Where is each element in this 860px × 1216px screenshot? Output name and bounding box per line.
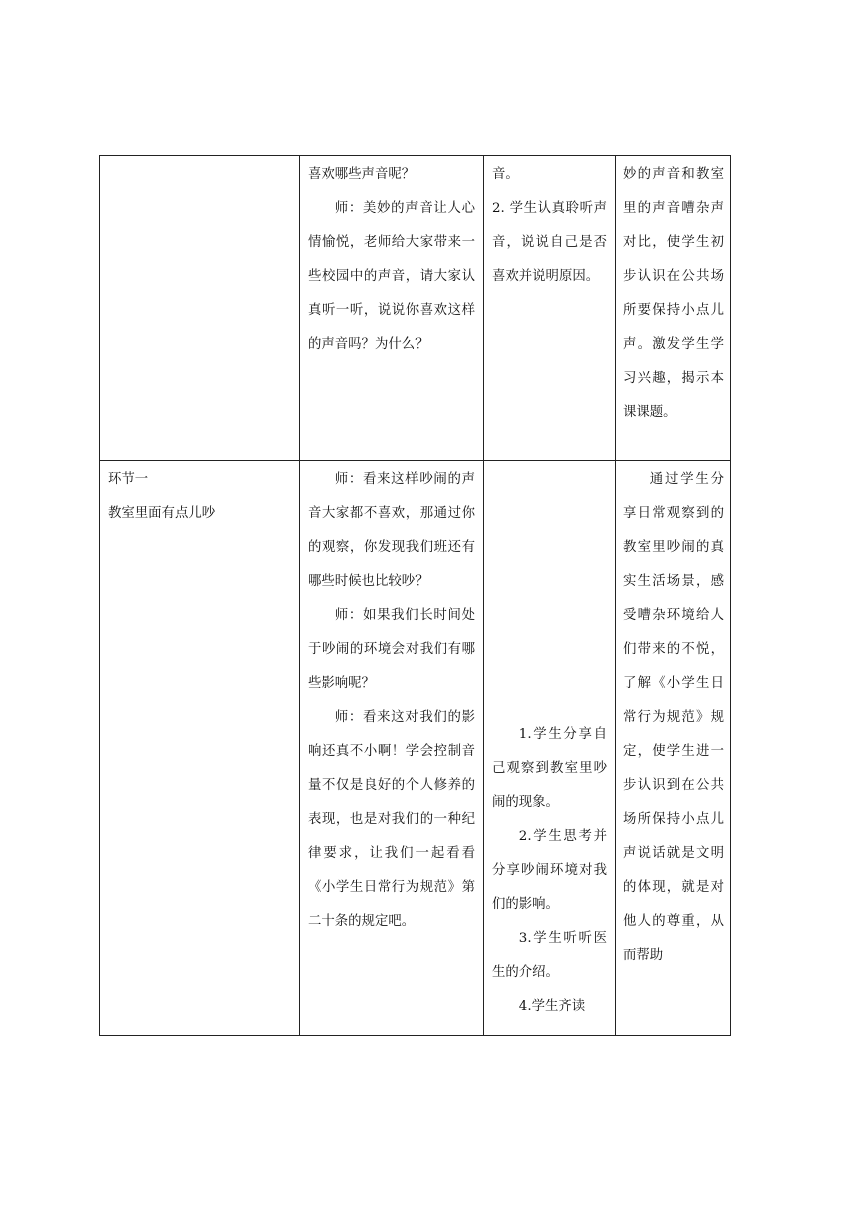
cell-paragraph: 师：看来这样吵闹的声音大家都不喜欢，那通过你的观察，你发现我们班还有哪些时候也比较吵？ [308, 472, 475, 589]
cell-paragraph: 2.学生思考并分享吵闹环境对我们的影响。 [492, 829, 607, 912]
spacer [492, 463, 607, 718]
table-row [100, 461, 731, 1036]
student-activity-cell [484, 461, 616, 1036]
cell-paragraph: 喜欢哪些声音呢？ [308, 167, 416, 182]
cell-paragraph: 教室里面有点儿吵 [108, 506, 216, 521]
cell-paragraph: 师：看来这对我们的影响还真不小啊！学会控制音量不仅是良好的个人修养的表现，也是对我们的一种纪律要求，让我们一起看看《小学生日常行为规范》第二十条的规定吧。 [308, 710, 475, 929]
cell-paragraph: 环节一 [108, 472, 149, 487]
design-intent-cell [616, 461, 731, 1036]
cell-paragraph: 4.学生齐读 [518, 999, 586, 1014]
lesson-plan-table [99, 155, 731, 1036]
cell-paragraph: 1.学生分享自己观察到教室里吵闹的现象。 [492, 727, 607, 810]
stage-cell [100, 461, 300, 1036]
cell-paragraph: 3.学生听听医生的介绍。 [492, 931, 607, 980]
cell-paragraph: 师：如果我们长时间处于吵闹的环境会对我们有哪些影响呢？ [308, 608, 475, 691]
teacher-activity-cell [300, 461, 484, 1036]
student-activity-cell [484, 156, 616, 461]
cell-paragraph: 妙的声音和教室里的声音嘈杂声对比，使学生初步认识在公共场所要保持小点儿声。激发学生学习兴趣，揭示本课课题。 [623, 167, 724, 420]
stage-cell [100, 156, 300, 461]
cell-paragraph: 音。 [492, 167, 519, 182]
teacher-activity-cell [300, 156, 484, 461]
design-intent-cell [616, 156, 731, 461]
cell-paragraph: 师：美妙的声音让人心情愉悦，老师给大家带来一些校园中的声音，请大家认真听一听，说说你喜欢这样的声音吗？为什么？ [308, 201, 475, 352]
cell-paragraph: 2. 学生认真聆听声音，说说自己是否喜欢并说明原因。 [492, 201, 607, 284]
cell-paragraph: 通过学生分享日常观察到的教室里吵闹的真实生活场景，感受嘈杂环境给人们带来的不悦，了解《小学生日常行为规范》规定，使学生进一步认识到在公共场所保持小点儿声说话就是文明的体现，就是对他人的尊重，从而帮助 [623, 472, 724, 963]
table-row [100, 156, 731, 461]
